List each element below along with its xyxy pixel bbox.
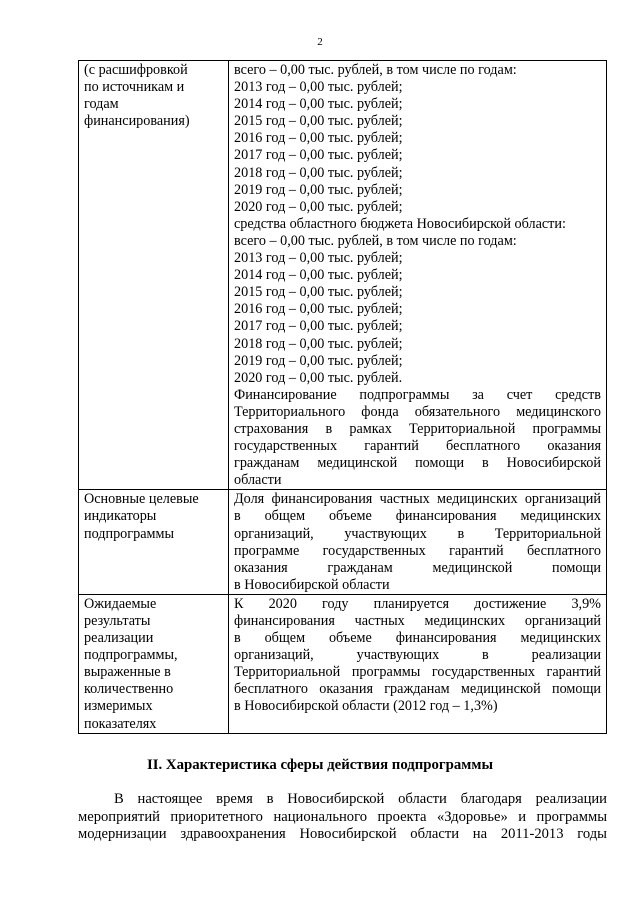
paragraph-line: государственных гарантий бесплатного оказания — [234, 438, 601, 455]
funding-year-line: 2020 год – 0,00 тыс. рублей; — [234, 198, 403, 215]
paragraph-line: в общем объеме финансирования медицинских — [234, 630, 601, 647]
row-label-financing — [79, 61, 229, 490]
paragraph-line: мероприятий приоритетного национального проекта «Здоровье» и программы — [78, 808, 607, 825]
label-line: (с расшифровкой — [84, 62, 188, 78]
funding-total-line: всего – 0,00 тыс. рублей, в том числе по годам: — [234, 62, 517, 78]
paragraph-line: К 2020 году планируется достижение 3,9% — [234, 595, 601, 612]
paragraph-line: страхования в рамках Территориальной программы — [234, 420, 601, 437]
section-title: II. Характеристика сферы действия подпрограммы — [147, 757, 493, 773]
paragraph-line: бесплатного оказания гражданам медицинской помощи — [234, 681, 601, 698]
label-line: по источникам и — [84, 79, 185, 96]
funding-year-line: 2015 год – 0,00 тыс. рублей; — [234, 284, 403, 301]
page-number: 2 — [317, 36, 323, 48]
paragraph-line: в Новосибирской области (2012 год – 1,3%) — [234, 698, 498, 715]
label-line: Ожидаемые — [84, 595, 157, 612]
label-line: показателях — [84, 715, 157, 732]
table-row-expected-results — [79, 594, 607, 733]
funding-year-line: 2020 год – 0,00 тыс. рублей. — [234, 369, 403, 386]
funding-year-line: 2019 год – 0,00 тыс. рублей; — [234, 181, 403, 198]
paragraph-line: в общем объеме финансирования медицинских — [234, 508, 601, 525]
funding-year-line: 2019 год – 0,00 тыс. рублей; — [234, 352, 403, 369]
funding-year-line: 2018 год – 0,00 тыс. рублей; — [234, 164, 403, 181]
paragraph-line: в Новосибирской области — [234, 576, 390, 593]
label-line: финансирования) — [84, 113, 190, 130]
paragraph-line: В настоящее время в Новосибирской области благодаря реализации — [114, 791, 607, 807]
passport-table — [78, 60, 607, 734]
paragraph-line: организаций, участвующих в Территориальной — [234, 525, 601, 542]
row-label-expected-results — [79, 594, 229, 733]
funding-year-line: 2015 год – 0,00 тыс. рублей; — [234, 113, 403, 130]
label-line: подпрограммы, — [84, 647, 178, 664]
funding-year-line: 2017 год – 0,00 тыс. рублей; — [234, 147, 403, 164]
label-line: количественно — [84, 681, 174, 698]
label-line: результаты — [84, 613, 151, 629]
paragraph-line: оказания гражданам медицинской помощи — [234, 559, 601, 576]
row-label-indicators — [79, 490, 229, 595]
funding-year-line: 2018 год – 0,00 тыс. рублей; — [234, 335, 403, 352]
row-value-indicators — [229, 490, 607, 595]
body-paragraph — [78, 791, 607, 844]
label-line: выраженные в — [84, 664, 171, 681]
funding-year-line: 2014 год – 0,00 тыс. рублей; — [234, 96, 403, 113]
paragraph-line: программе государственных гарантий бесплатного — [234, 542, 601, 559]
paragraph-line: Финансирование подпрограммы за счет средств — [234, 386, 601, 403]
label-line: измеримых — [84, 698, 153, 715]
funding-total-line: всего – 0,00 тыс. рублей, в том числе по годам: — [234, 232, 517, 249]
paragraph-line: гражданам медицинской помощи в Новосибирской — [234, 455, 601, 472]
paragraph-line: Территориальной программы государственных гарантий — [234, 664, 601, 681]
funding-year-line: 2016 год – 0,00 тыс. рублей; — [234, 130, 403, 147]
table-row-financing — [79, 61, 607, 490]
regional-budget-heading: средства областного бюджета Новосибирской области: — [234, 215, 566, 232]
paragraph-line: организаций, участвующих в реализации — [234, 647, 601, 664]
funding-year-line: 2017 год – 0,00 тыс. рублей; — [234, 318, 403, 335]
label-line: подпрограммы — [84, 525, 174, 542]
paragraph-line: модернизации здравоохранения Новосибирской области на 2011-2013 годы — [78, 826, 607, 843]
row-value-financing — [229, 61, 607, 490]
paragraph-line: финансирования частных медицинских организаций — [234, 613, 601, 629]
funding-year-line: 2014 год – 0,00 тыс. рублей; — [234, 267, 403, 284]
funding-year-line: 2013 год – 0,00 тыс. рублей; — [234, 79, 403, 96]
funding-year-line: 2016 год – 0,00 тыс. рублей; — [234, 301, 403, 318]
paragraph-line: Доля финансирования частных медицинских организаций — [234, 491, 601, 508]
paragraph-line: Территориального фонда обязательного медицинского — [234, 403, 601, 420]
label-line: годам — [84, 96, 119, 113]
label-line: индикаторы — [84, 508, 157, 525]
row-value-expected-results — [229, 594, 607, 733]
label-line: Основные целевые — [84, 491, 199, 508]
paragraph-line: области — [234, 472, 282, 489]
funding-year-line: 2013 год – 0,00 тыс. рублей; — [234, 250, 403, 267]
label-line: реализации — [84, 630, 154, 647]
table-row-indicators — [79, 490, 607, 595]
